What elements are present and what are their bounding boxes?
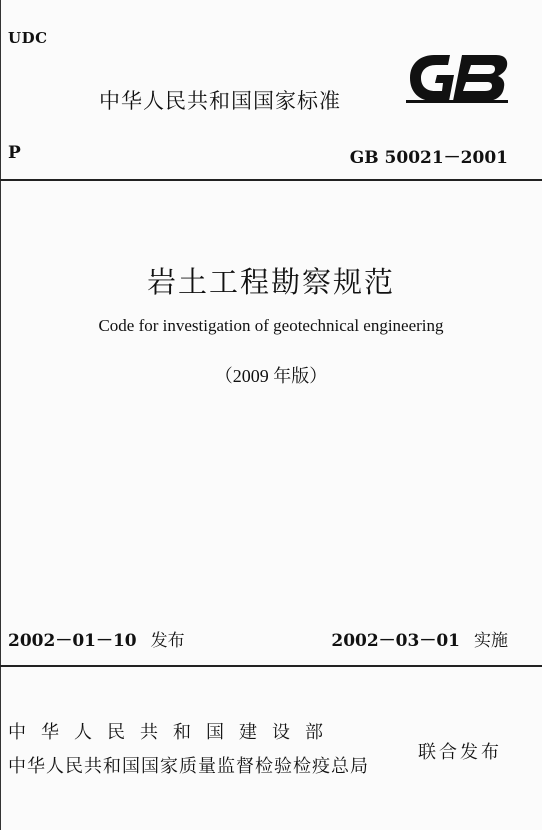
standard-code: GB 50021－2001 [349, 148, 508, 168]
publisher-ministry: 中华人民共和国建设部 [8, 722, 338, 743]
bottom-divider [0, 665, 542, 667]
issue-date-block [8, 626, 185, 651]
title-english: Code for investigation of geotechnical engineering [98, 316, 444, 335]
top-divider [0, 179, 542, 181]
implement-date: 2002－03－01 [331, 631, 460, 651]
gb-logo [404, 50, 510, 106]
implement-label: 实施 [474, 631, 508, 651]
udc-label: UDC [8, 29, 48, 47]
joint-publish-label: 联合发布 [418, 742, 502, 763]
classification-letter: P [8, 143, 21, 163]
standard-type-heading: 中华人民共和国国家标准 [99, 89, 341, 113]
issue-label: 发布 [150, 631, 185, 651]
title-chinese: 岩土工程勘察规范 [146, 265, 395, 299]
page-left-border [0, 0, 1, 830]
edition-label: （2009 年版） [214, 366, 328, 386]
publisher-administration: 中华人民共和国国家质量监督检验检疫总局 [8, 756, 369, 777]
issue-date: 2002－01－10 [8, 631, 137, 651]
implement-date-block [331, 626, 508, 651]
